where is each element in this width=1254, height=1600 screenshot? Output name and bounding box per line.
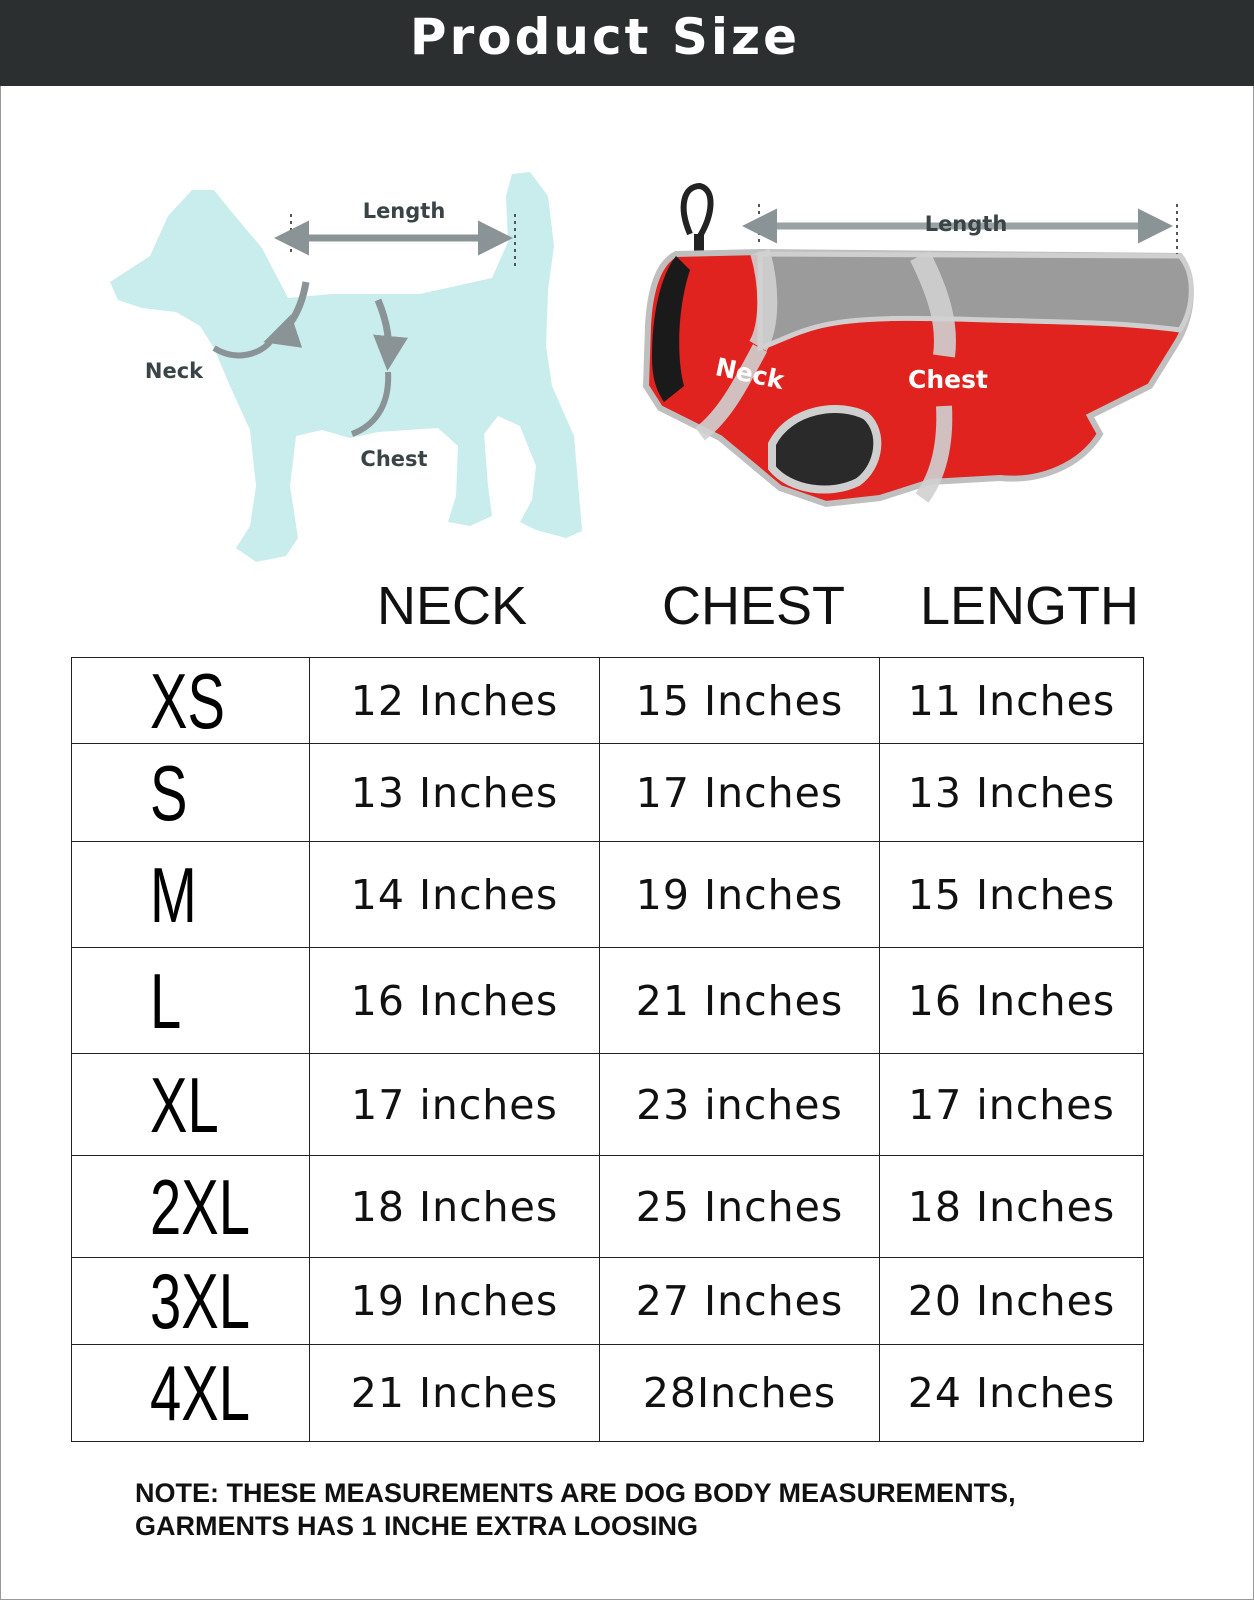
measurement-illustrations [0, 86, 1254, 586]
chest-cell: 15 Inches [600, 658, 880, 744]
note-line-2: GARMENTS HAS 1 INCHE EXTRA LOOSING [135, 1511, 699, 1541]
chest-cell: 28Inches [600, 1345, 880, 1442]
chest-cell: 19 Inches [600, 842, 880, 948]
table-row [72, 1258, 1144, 1345]
length-cell: 15 Inches [880, 842, 1144, 948]
neck-cell: 16 Inches [310, 948, 600, 1054]
dog-measurement-diagram [110, 172, 582, 562]
table-row [72, 744, 1144, 842]
size-cell: 4XL [72, 1345, 310, 1442]
chest-cell: 17 Inches [600, 744, 880, 842]
column-header-neck: NECK [377, 576, 528, 636]
table-row [72, 948, 1144, 1054]
size-cell: L [72, 948, 310, 1054]
neck-cell: 21 Inches [310, 1345, 600, 1442]
length-label: Length [362, 199, 446, 223]
note-line-1: NOTE: THESE MEASUREMENTS ARE DOG BODY MEASUREMENTS, [135, 1478, 1016, 1508]
chest-cell: 21 Inches [600, 948, 880, 1054]
coat-chest-label: Chest [908, 365, 988, 394]
neck-cell: 12 Inches [310, 658, 600, 744]
table-row [72, 1156, 1144, 1258]
size-cell: S [72, 744, 310, 842]
neck-cell: 19 Inches [310, 1258, 600, 1345]
length-cell: 18 Inches [880, 1156, 1144, 1258]
size-cell: XS [72, 658, 310, 744]
chest-cell: 25 Inches [600, 1156, 880, 1258]
length-cell: 13 Inches [880, 744, 1144, 842]
neck-cell: 18 Inches [310, 1156, 600, 1258]
length-cell: 17 inches [880, 1054, 1144, 1156]
neck-label: Neck [144, 359, 204, 383]
size-cell: XL [72, 1054, 310, 1156]
length-cell: 16 Inches [880, 948, 1144, 1054]
neck-cell: 13 Inches [310, 744, 600, 842]
size-cell: M [72, 842, 310, 948]
column-header-length: LENGTH [920, 576, 1140, 636]
chest-cell: 27 Inches [600, 1258, 880, 1345]
size-cell: 3XL [72, 1258, 310, 1345]
size-cell: 2XL [72, 1156, 310, 1258]
coat-leg-hole [772, 409, 877, 490]
table-row [72, 842, 1144, 948]
coat-length-label: Length [924, 212, 1008, 236]
coat-measurement-diagram [646, 186, 1191, 504]
coat-neck-label: Neck [712, 352, 787, 396]
neck-cell: 17 inches [310, 1054, 600, 1156]
length-cell: 11 Inches [880, 658, 1144, 744]
header-bar [0, 0, 1254, 86]
chest-label: Chest [360, 447, 428, 471]
size-chart-table [71, 657, 1144, 1442]
table-row [72, 1345, 1144, 1442]
length-cell: 20 Inches [880, 1258, 1144, 1345]
chest-cell: 23 inches [600, 1054, 880, 1156]
length-cell: 24 Inches [880, 1345, 1144, 1442]
column-header-chest: CHEST [662, 576, 846, 636]
page-title: Product Size [409, 8, 801, 66]
table-row [72, 658, 1144, 744]
measurement-note [135, 1477, 1016, 1543]
table-row [72, 1054, 1144, 1156]
neck-cell: 14 Inches [310, 842, 600, 948]
